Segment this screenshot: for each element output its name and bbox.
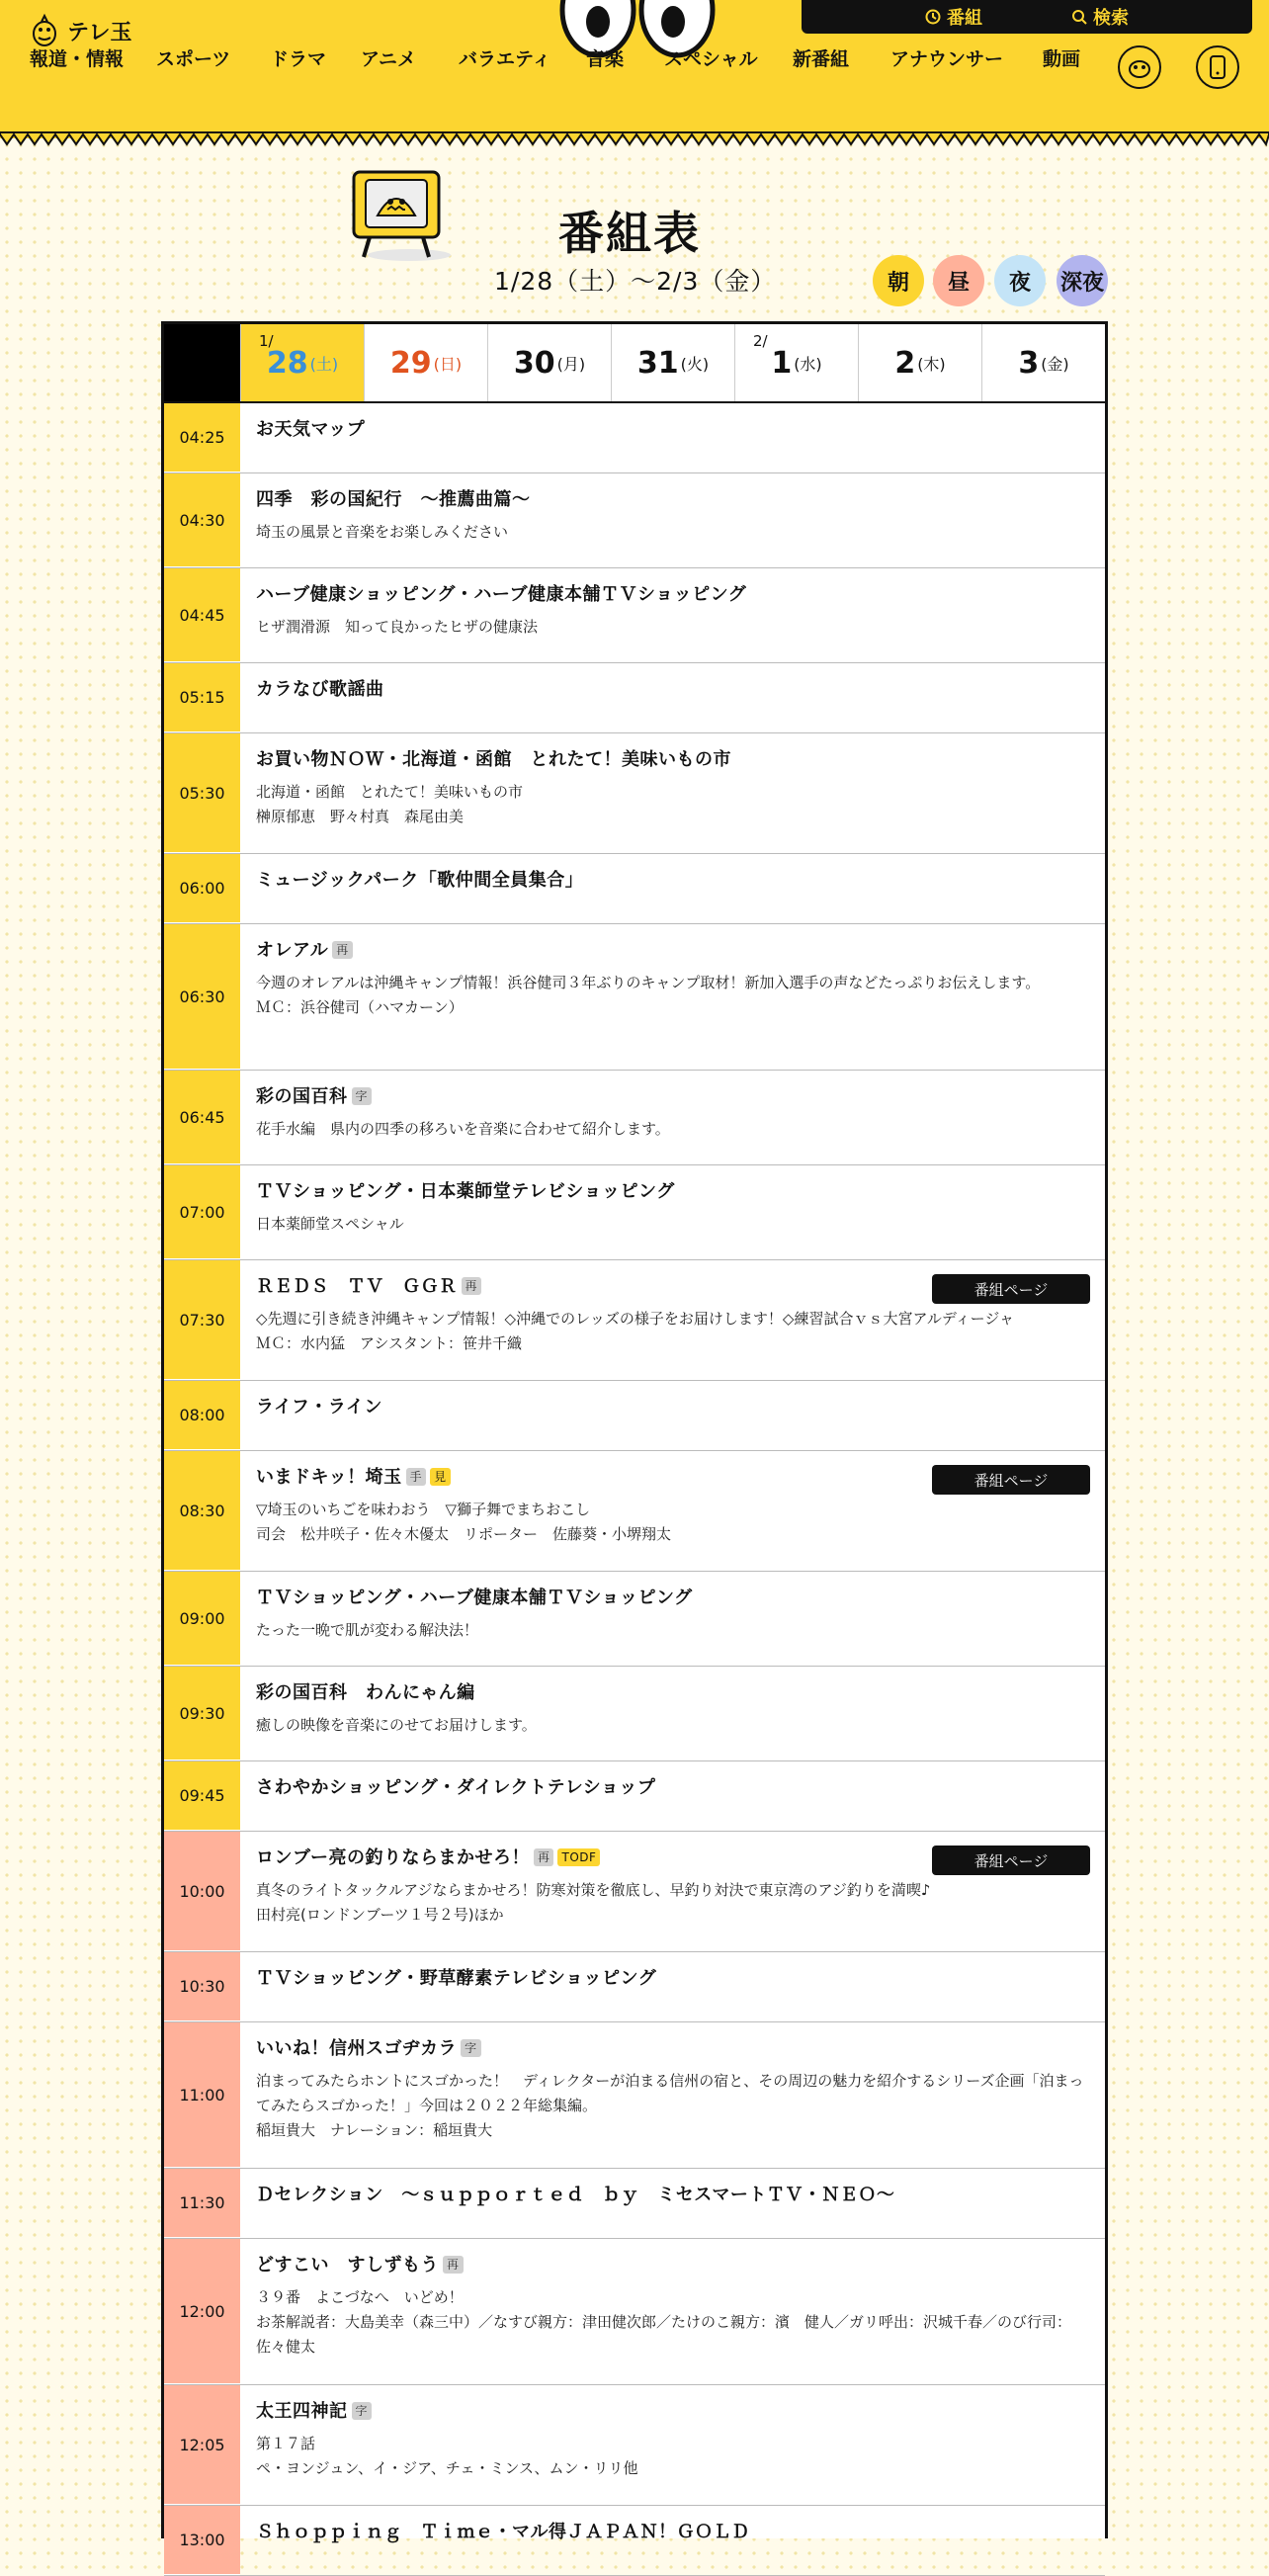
day-tab-date: 1 [771,345,793,381]
program-title-text: カラなび歌謡曲 [256,679,384,700]
program-time: 04:30 [164,473,240,567]
program-description: 癒しの映像を音楽にのせてお届けします。 [256,1716,537,1734]
program-title-text: いまドキッ！埼玉 [256,1467,402,1488]
program-row[interactable] [164,473,1105,568]
program-time: 06:00 [164,854,240,923]
tamatama-app-icon[interactable] [1118,45,1161,89]
tv-mascot-icon [348,166,457,265]
program-description: 花手水編 県内の四季の移ろいを音楽に合わせて紹介します。 [256,1120,670,1138]
program-time: 09:30 [164,1667,240,1760]
program-title-text: Ｄセレクション ～ｓｕｐｐｏｒｔｅｄ ｂｙ ミセスマートＴＶ・ＮＥＯ～ [256,2185,895,2205]
program-title[interactable] [256,2520,1089,2545]
program-title-text: ロンブー亮の釣りならまかせろ！ [256,1847,530,1868]
time-of-day-evening-label: 夜 [1008,270,1031,296]
program-badge: 再 [332,941,353,959]
program-cell [240,1952,1105,2021]
program-title[interactable] [256,677,1089,703]
day-tab[interactable] [364,324,487,401]
day-tab[interactable] [734,324,858,401]
program-row[interactable] [164,1832,1105,1952]
program-row[interactable] [164,663,1105,733]
program-description: 北海道・函館 とれたて！美味いもの市 榊原郁恵 野々村真 森尾由美 [256,783,524,825]
program-title[interactable] [256,2183,1089,2208]
program-title[interactable] [256,417,1089,443]
program-badge: 手 [406,1468,427,1486]
program-cell [240,1761,1105,1831]
program-cell [240,1832,1105,1951]
day-tabs [164,324,1105,403]
mascot-icon [1127,56,1152,78]
program-cell [240,2169,1105,2238]
program-title[interactable] [256,1084,1089,1110]
nav-special[interactable]: スペシャル [664,47,758,70]
search-link[interactable] [1071,4,1129,30]
program-cell [240,1165,1105,1259]
program-cell [240,924,1105,1070]
day-tab-weekday: (土) [309,354,339,374]
program-cell [240,473,1105,567]
program-row[interactable] [164,568,1105,663]
program-title-text: どすこい すしずもう [256,2255,439,2275]
nav-new-programs[interactable]: 新番組 [793,47,850,70]
program-row[interactable] [164,854,1105,924]
program-title[interactable] [256,2399,1089,2425]
program-time: 12:00 [164,2239,240,2384]
program-row[interactable] [164,2239,1105,2385]
program-title-text: ＲＥＤＳ ＴＶ ＧＧＲ [256,1276,458,1297]
day-tab-weekday: (月) [556,354,586,374]
nav-music[interactable]: 音楽 [586,47,625,70]
program-description: ３９番 よこづなへ いどめ！ お茶解説者：大島美幸（森三中）／なすび親方：津田健次郎／たけのこ親方：濱 健人／ガリ呼出：沢城千春／のび行司：佐々健太 [256,2288,1072,2356]
program-title-text: 太王四神記 [256,2401,348,2422]
program-description: 今週のオレアルは沖縄キャンプ情報！浜谷健司３年ぶりのキャンプ取材！新加入選手の声などたっぷりお伝えします。 ＭＣ：浜谷健司（ハマカーン） [256,974,1041,1016]
program-title-text: さわやかショッピング・ダイレクトテレショップ [256,1777,656,1798]
program-row[interactable] [164,1071,1105,1165]
program-cell [240,1451,1105,1571]
program-cell [240,568,1105,662]
site-header [0,0,1269,138]
time-of-day-noon-label: 昼 [947,270,970,296]
program-row[interactable] [164,1165,1105,1260]
nav-variety[interactable]: バラエティ [459,47,551,70]
program-badge: 字 [352,2402,373,2420]
program-time: 08:00 [164,1381,240,1450]
day-tab-weekday: (水) [794,354,822,374]
program-title[interactable] [256,582,1089,608]
header-zigzag-border [0,132,1269,148]
day-tab-date: 28 [266,345,308,381]
program-row[interactable] [164,403,1105,473]
program-cell [240,1381,1105,1450]
program-time: 12:05 [164,2385,240,2505]
program-row[interactable] [164,1952,1105,2022]
program-page-button[interactable]: 番組ページ [932,1274,1090,1304]
program-title-text: ミュージックパーク「歌仲間全員集合」 [256,870,584,891]
program-time: 07:00 [164,1165,240,1259]
program-time: 11:00 [164,2022,240,2168]
program-title[interactable] [256,868,1089,894]
program-row[interactable] [164,1260,1105,1381]
program-title-text: ＴＶショッピング・日本薬師堂テレビショッピング [256,1181,675,1202]
program-title[interactable] [256,1179,1089,1205]
program-cell [240,1572,1105,1666]
program-row[interactable] [164,2169,1105,2239]
day-tab-date: 3 [1018,345,1040,381]
program-row[interactable] [164,733,1105,854]
program-description: 日本薬師堂スペシャル [256,1215,404,1233]
program-time: 05:30 [164,733,240,853]
program-page-button[interactable]: 番組ページ [932,1846,1090,1875]
program-title[interactable] [256,1680,1089,1706]
program-cell [240,2239,1105,2384]
day-tab-date: 30 [513,345,555,381]
day-tab-date: 31 [636,345,679,381]
site-logo[interactable] [30,14,132,47]
program-row[interactable] [164,1761,1105,1832]
nav-drama[interactable]: ドラマ [270,47,327,70]
day-tab[interactable] [487,324,611,401]
program-title[interactable] [256,1775,1089,1801]
program-description: 埼玉の風景と音楽をお楽しみください [256,523,509,541]
page-title: 番組表 [558,207,701,260]
program-badge: 字 [352,1087,373,1105]
program-cell [240,2022,1105,2168]
program-title[interactable] [256,1395,1089,1420]
program-time: 09:45 [164,1761,240,1831]
day-tab-date: 29 [389,345,432,381]
time-of-day-evening[interactable] [994,255,1046,306]
program-row[interactable] [164,2022,1105,2169]
search-link-label: 検索 [1093,8,1129,29]
nav-news[interactable]: 報道・情報 [30,47,125,70]
program-time: 10:00 [164,1832,240,1951]
program-title-text: いいね！信州スゴヂカラ [256,2038,458,2059]
program-title-text: お天気マップ [256,419,366,440]
day-tab-month: 1/ [259,332,274,350]
program-description: 真冬のライトタックルアジならまかせろ！防寒対策を徹底し、早釣り対決で東京湾のアジ釣りを満喫♪ 田村亮(ロンドンブーツ１号２号)ほか [256,1881,931,1924]
program-row[interactable] [164,1572,1105,1667]
program-row[interactable] [164,1381,1105,1451]
program-description: 第１７話 ペ・ヨンジュン、イ・ジア、チェ・ミンス、ムン・リリ他 [256,2435,638,2477]
time-of-day-morning[interactable] [873,255,924,306]
day-tab[interactable] [858,324,981,401]
program-time: 10:30 [164,1952,240,2021]
program-title[interactable] [256,487,1089,513]
program-row[interactable] [164,1451,1105,1572]
program-time: 06:45 [164,1071,240,1164]
nav-announcers[interactable]: アナウンサー [890,47,1004,70]
program-badge: 見 [430,1468,451,1486]
time-of-day-noon[interactable] [933,255,984,306]
smartphone-icon [1209,54,1227,80]
clock-icon [925,9,941,25]
program-description: ◇先週に引き続き沖縄キャンプ情報！◇沖縄でのレッズの様子をお届けします！◇練習試合ｖｓ大宮アルディージャ ＭＣ：水内猛 アシスタント：笹井千織 [256,1310,1015,1352]
program-grid [161,321,1108,2549]
program-badge: 再 [534,1848,554,1866]
schedule-link-label: 番組 [947,8,982,29]
day-tab-weekday: (火) [680,354,710,374]
program-title-text: Ｓｈｏｐｐｉｎｇ Ｔｉｍｅ・マル得ＪＡＰＡＮ！ＧＯＬＤ [256,2522,750,2542]
program-title-text: お買い物ＮＯＷ・北海道・函館 とれたて！美味いもの市 [256,749,731,770]
program-cell [240,2385,1105,2505]
day-tab-weekday: (日) [433,354,463,374]
day-tab[interactable] [240,324,364,401]
program-description: ▽埼玉のいちごを味わおう ▽獅子舞でまちおこし 司会 松井咲子・佐々木優太 リポーター 佐藤葵・小堺翔太 [256,1501,672,1543]
program-cell [240,854,1105,923]
program-time: 06:30 [164,924,240,1070]
day-tab-weekday: (金) [1041,354,1069,374]
date-range: 1/28（土）〜2/3（金） [494,267,777,296]
schedule-link[interactable] [925,4,982,30]
time-of-day-late-night[interactable] [1057,255,1108,306]
program-badge: 字 [461,2039,481,2057]
day-tabs-corner [164,324,240,401]
program-badge: 再 [462,1277,482,1295]
program-title[interactable] [256,938,1089,964]
program-time: 05:15 [164,663,240,732]
program-description: たった一晩で肌が変わる解決法！ [256,1621,479,1639]
program-cell [240,1667,1105,1760]
nav-anime[interactable]: アニメ [361,47,417,70]
program-badge: 再 [443,2256,464,2274]
program-cell [240,403,1105,472]
program-time: 07:30 [164,1260,240,1380]
program-row[interactable] [164,2385,1105,2506]
program-title-text: ＴＶショッピング・ハーブ健康本舗ＴＶショッピング [256,1588,693,1608]
program-time: 13:00 [164,2506,240,2575]
program-title-text: ライフ・ライン [256,1397,382,1417]
program-page-button[interactable]: 番組ページ [932,1465,1090,1495]
program-title[interactable] [256,1586,1089,1611]
nav-videos[interactable]: 動画 [1043,47,1081,70]
day-tab[interactable] [611,324,734,401]
program-row[interactable] [164,2506,1105,2576]
program-title[interactable] [256,2036,1089,2062]
program-title-text: ハーブ健康ショッピング・ハーブ健康本舗ＴＶショッピング [256,584,747,605]
mascot-logo-icon [30,14,59,47]
time-of-day-morning-label: 朝 [887,270,909,296]
program-title-text: 彩の国百科 わんにゃん編 [256,1682,475,1703]
program-title-text: 彩の国百科 [256,1086,348,1107]
program-cell [240,663,1105,732]
logo-text: テレ玉 [67,20,132,45]
program-time: 04:45 [164,568,240,662]
program-cell [240,1071,1105,1164]
day-tab-date: 2 [894,345,916,381]
program-title-text: 四季 彩の国紀行 ～推薦曲篇～ [256,489,531,510]
program-time: 09:00 [164,1572,240,1666]
program-title-text: オレアル [256,940,329,961]
program-cell [240,1260,1105,1380]
nav-sports[interactable]: スポーツ [156,47,231,70]
program-title[interactable] [256,2253,1089,2278]
top-utility-bar [802,0,1252,34]
program-title[interactable] [256,1966,1089,1992]
program-time: 04:25 [164,403,240,472]
program-time: 11:30 [164,2169,240,2238]
program-description: 泊まってみたらホントにスゴかった！ ディレクターが泊まる信州の宿と、その周辺の魅力を紹介するシリーズ企画「泊まってみたらスゴかった！」今回は２０２２年総集編。 稲垣貴大 ナレーション：稲垣貴大 [256,2072,1084,2139]
program-badge: TODF [557,1848,600,1866]
day-tab-weekday: (木) [917,354,946,374]
time-of-day-late-night-label: 深夜 [1059,270,1104,296]
day-tab-month: 2/ [753,332,768,350]
program-row[interactable] [164,924,1105,1071]
search-icon [1071,9,1087,25]
program-title-text: ＴＶショッピング・野草酵素テレビショッピング [256,1968,657,1989]
mobile-app-icon[interactable] [1196,45,1239,89]
program-title[interactable] [256,747,1089,773]
day-tab[interactable] [981,324,1105,401]
program-time: 08:30 [164,1451,240,1571]
program-cell [240,733,1105,853]
program-row[interactable] [164,1667,1105,1761]
program-list [164,403,1105,2576]
program-description: ヒザ潤滑源 知って良かったヒザの健康法 [256,618,539,636]
program-cell [240,2506,1105,2575]
